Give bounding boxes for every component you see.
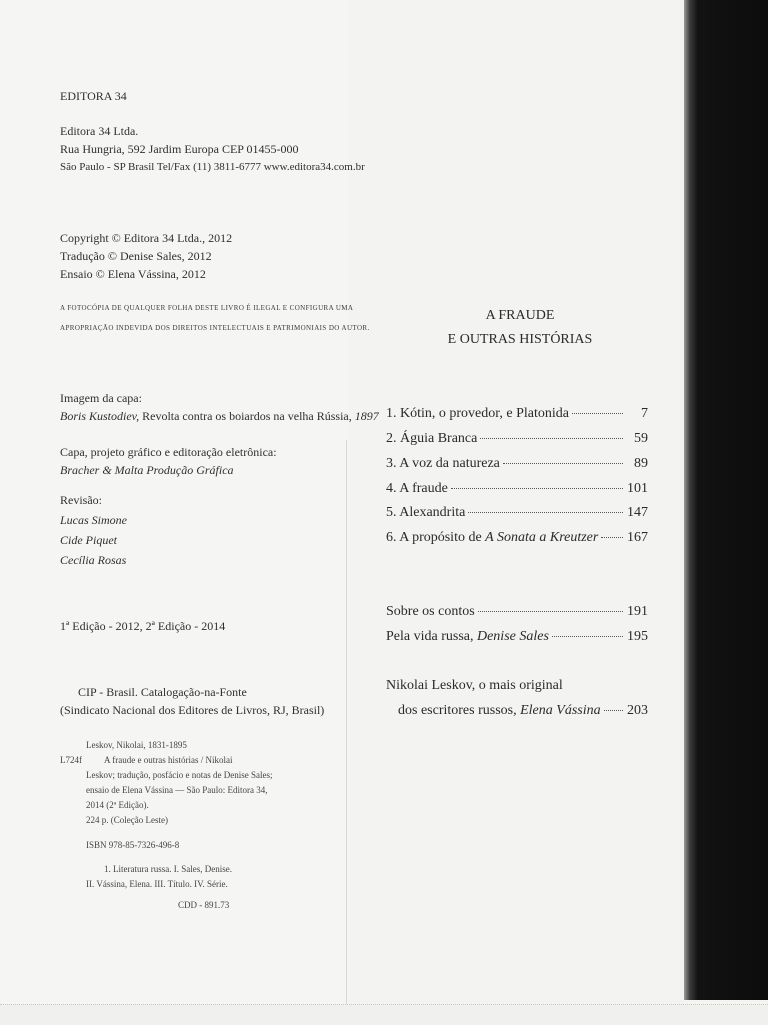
toc-page: 203	[627, 703, 648, 718]
toc-label-text: Pela vida russa,	[386, 629, 477, 644]
toc-leader	[478, 611, 623, 612]
book-subtitle: E OUTRAS HISTÓRIAS	[447, 332, 593, 347]
edition-info: 1ª Edição - 2012, 2ª Edição - 2014	[60, 619, 226, 633]
toc-entry	[386, 481, 648, 497]
reviser-name: Lucas Simone	[60, 513, 127, 527]
toc-label: 3. A voz da natureza	[386, 456, 500, 471]
toc-leader	[468, 512, 623, 513]
isbn: ISBN 978-85-7326-496-8	[86, 840, 180, 850]
toc-leader	[601, 537, 623, 538]
toc-label: 2. Águia Branca	[386, 431, 478, 446]
toc-label-author: Elena Vássina	[520, 703, 601, 718]
cip-line: A fraude e outras histórias / Nikolai	[104, 755, 233, 765]
cip-subject: II. Vássina, Elena. III. Título. IV. Série.	[86, 879, 228, 889]
toc-label	[398, 703, 601, 719]
cip-subtitle: (Sindicato Nacional dos Editores de Livros, RJ, Brasil)	[60, 703, 325, 717]
cip-line: 2014 (2ª Edição).	[86, 800, 149, 810]
toc-leader	[451, 488, 623, 489]
address-line: Rua Hungria, 592 Jardim Europa CEP 01455-000	[60, 142, 299, 156]
design-label: Capa, projeto gráfico e editoração eletrônica:	[60, 445, 277, 459]
legal-notice: A FOTOCÓPIA DE QUALQUER FOLHA DESTE LIVRO É ILEGAL E CONFIGURA UMA	[60, 304, 354, 312]
cip-title: CIP - Brasil. Catalogação-na-Fonte	[78, 685, 247, 699]
toc-page: 195	[627, 629, 648, 644]
toc-essay-label: Nikolai Leskov, o mais original	[386, 678, 563, 693]
book-title: A FRAUDE	[485, 308, 555, 323]
reviser-name: Cecília Rosas	[60, 553, 127, 567]
toc-page: 89	[634, 456, 648, 471]
toc-leader	[480, 438, 623, 439]
toc-label	[386, 629, 549, 645]
cip-line: 224 p. (Coleção Leste)	[86, 815, 168, 825]
page-gutter	[346, 440, 347, 1010]
cip-code: L724f	[60, 755, 82, 765]
toc-leader	[503, 463, 623, 464]
toc-page: 167	[627, 530, 648, 545]
toc-leader	[572, 413, 623, 414]
toc-entry	[398, 703, 648, 719]
toc-entry	[386, 456, 648, 472]
cover-label: Imagem da capa:	[60, 391, 142, 405]
copyright-line: Tradução © Denise Sales, 2012	[60, 249, 212, 263]
toc-page: 7	[641, 406, 648, 421]
toc-entry	[386, 604, 648, 620]
toc-entry	[386, 431, 648, 447]
reviser-name: Cide Piquet	[60, 533, 117, 547]
toc-label: 5. Alexandrita	[386, 505, 466, 520]
copyright-line: Ensaio © Elena Vássina, 2012	[60, 267, 206, 281]
toc-entry	[386, 629, 648, 645]
address-line: Editora 34 Ltda.	[60, 124, 139, 138]
address-line: São Paulo - SP Brasil Tel/Fax (11) 3811-6777 www.editora34.com.br	[60, 161, 365, 173]
toc-page: 101	[627, 481, 648, 496]
cip-line: ensaio de Elena Vássina — São Paulo: Editora 34,	[86, 785, 268, 795]
toc-page: 191	[627, 604, 648, 619]
toc-label: 1. Kótin, o provedor, e Platonida	[386, 406, 569, 421]
publisher-name: EDITORA 34	[60, 89, 127, 103]
cip-line: Leskov, Nikolai, 1831-1895	[86, 740, 187, 750]
scan-dark-edge	[684, 0, 768, 1000]
toc-label	[386, 530, 598, 546]
cover-artwork: Revolta contra os boiardos na velha Rússia,	[139, 409, 352, 423]
toc-entry	[386, 406, 648, 422]
toc-entry	[386, 530, 648, 546]
scan-bottom-strip	[0, 1004, 768, 1025]
toc-leader	[604, 710, 623, 711]
toc-page: 59	[634, 431, 648, 446]
cdd-code: CDD - 891.73	[178, 900, 230, 910]
cip-subject: 1. Literatura russa. I. Sales, Denise.	[104, 864, 232, 874]
copyright-line: Copyright © Editora 34 Ltda., 2012	[60, 231, 233, 245]
revision-label: Revisão:	[60, 493, 102, 507]
legal-notice: APROPRIAÇÃO INDEVIDA DOS DIREITOS INTELECTUAIS E PATRIMONIAIS DO AUTOR.	[60, 324, 370, 332]
toc-label-text: dos escritores russos,	[398, 703, 521, 718]
toc-leader	[552, 636, 623, 637]
cip-line: Leskov; tradução, posfácio e notas de Denise Sales;	[86, 770, 273, 780]
cover-year: 1897	[351, 409, 379, 423]
cover-artist: Boris Kustodiev,	[60, 409, 140, 423]
toc-label-text: 6. A propósito de	[386, 530, 486, 545]
cover-credit	[60, 408, 379, 424]
toc-label-author: Denise Sales	[476, 629, 549, 644]
toc-page: 147	[627, 505, 648, 520]
toc-entry	[386, 505, 648, 521]
toc-label: 4. A fraude	[386, 481, 448, 496]
design-credit: Bracher & Malta Produção Gráfica	[60, 463, 234, 477]
toc-label-work: A Sonata a Kreutzer	[485, 530, 599, 545]
toc-label: Sobre os contos	[386, 604, 475, 619]
